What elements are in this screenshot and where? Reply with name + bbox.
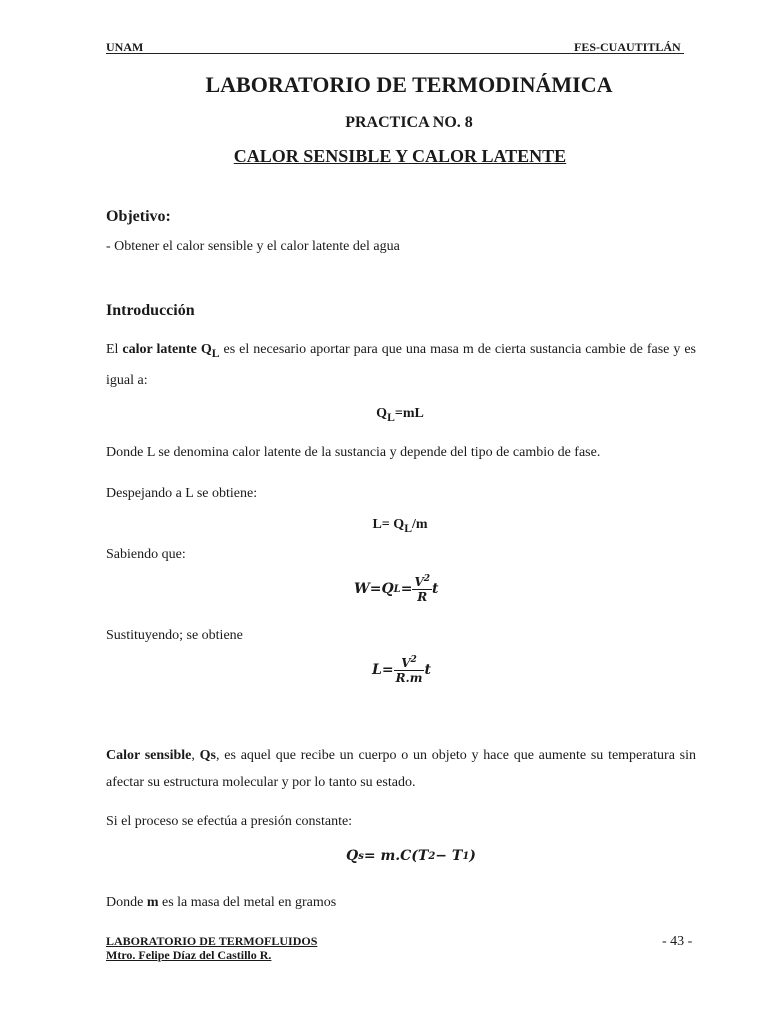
equation-sensible-heat: Q s = m.C(T 2 − T 1 ): [346, 848, 476, 864]
equation-power: W = Q L = $\frac{V^2}{R}$ t: [354, 574, 439, 604]
practice-number: PRACTICA NO. 8: [345, 114, 473, 131]
objective-heading: Objetivo:: [106, 208, 171, 225]
intro-p1-bold: calor latente: [122, 342, 197, 357]
intro-paragraph-4: Sabiendo que:: [106, 547, 186, 562]
fraction-v2-over-rm: $\frac{V^2}{R.m}$: [395, 655, 423, 685]
header-left: UNAM: [106, 40, 144, 54]
intro-paragraph-5: Sustituyendo; se obtiene: [106, 628, 243, 643]
sensible-paragraph: Calor sensible, Qs, es aquel que recibe un cuerpo o un objeto y hace que aumente su temperatura sin afectar su estructura molecular y por lo tanto su estado.: [106, 748, 697, 790]
equation-latent-heat: $Q_L=mL$: [376, 406, 424, 424]
page-number: - 43 -: [662, 934, 693, 949]
equation-solve-l: $L= Q_L/m$: [372, 517, 428, 535]
footer-lab-name: LABORATORIO DE TERMOFLUIDOS: [106, 934, 318, 948]
header-right: FES-CUAUTITLÁN: [574, 40, 681, 54]
page-title: LABORATORIO DE TERMODINÁMICA: [205, 72, 613, 97]
intro-paragraph-3: Despejando a L se obtiene:: [106, 486, 258, 501]
intro-heading: Introducción: [106, 302, 195, 319]
objective-text: - Obtener el calor sensible y el calor latente del agua: [106, 239, 400, 254]
intro-paragraph-1: [106, 336, 696, 394]
mass-definition: Donde m es la masa del metal en gramos: [106, 895, 337, 910]
sensible-bold-1: Calor sensible: [106, 748, 192, 763]
footer-author: Mtro. Felipe Díaz del Castillo R.: [106, 948, 272, 962]
sensible-constant-pressure: Si el proceso se efectúa a presión constante:: [106, 814, 353, 829]
fraction-v2-over-r: $\frac{V^2}{R}$: [414, 574, 431, 604]
practice-topic: [0, 146, 768, 167]
header-rule: [106, 53, 684, 54]
intro-paragraph-2: Donde L se denomina calor latente de la sustancia y depende del tipo de cambio de fase.: [106, 445, 601, 460]
intro-p1-prefix: El: [106, 342, 123, 357]
practice-topic-text: CALOR SENSIBLE Y CALOR LATENTE: [233, 146, 567, 166]
equation-l-result: L = $\frac{V^2}{R.m}$ t: [372, 655, 431, 685]
sensible-bold-2: Qs: [199, 748, 217, 763]
intro-p1-symbol: $Q_L$: [200, 342, 220, 360]
intro-p1-rest: es el necesario aportar para que una masa m de cierta sustancia cambie de fase y es igual a:: [106, 342, 696, 388]
